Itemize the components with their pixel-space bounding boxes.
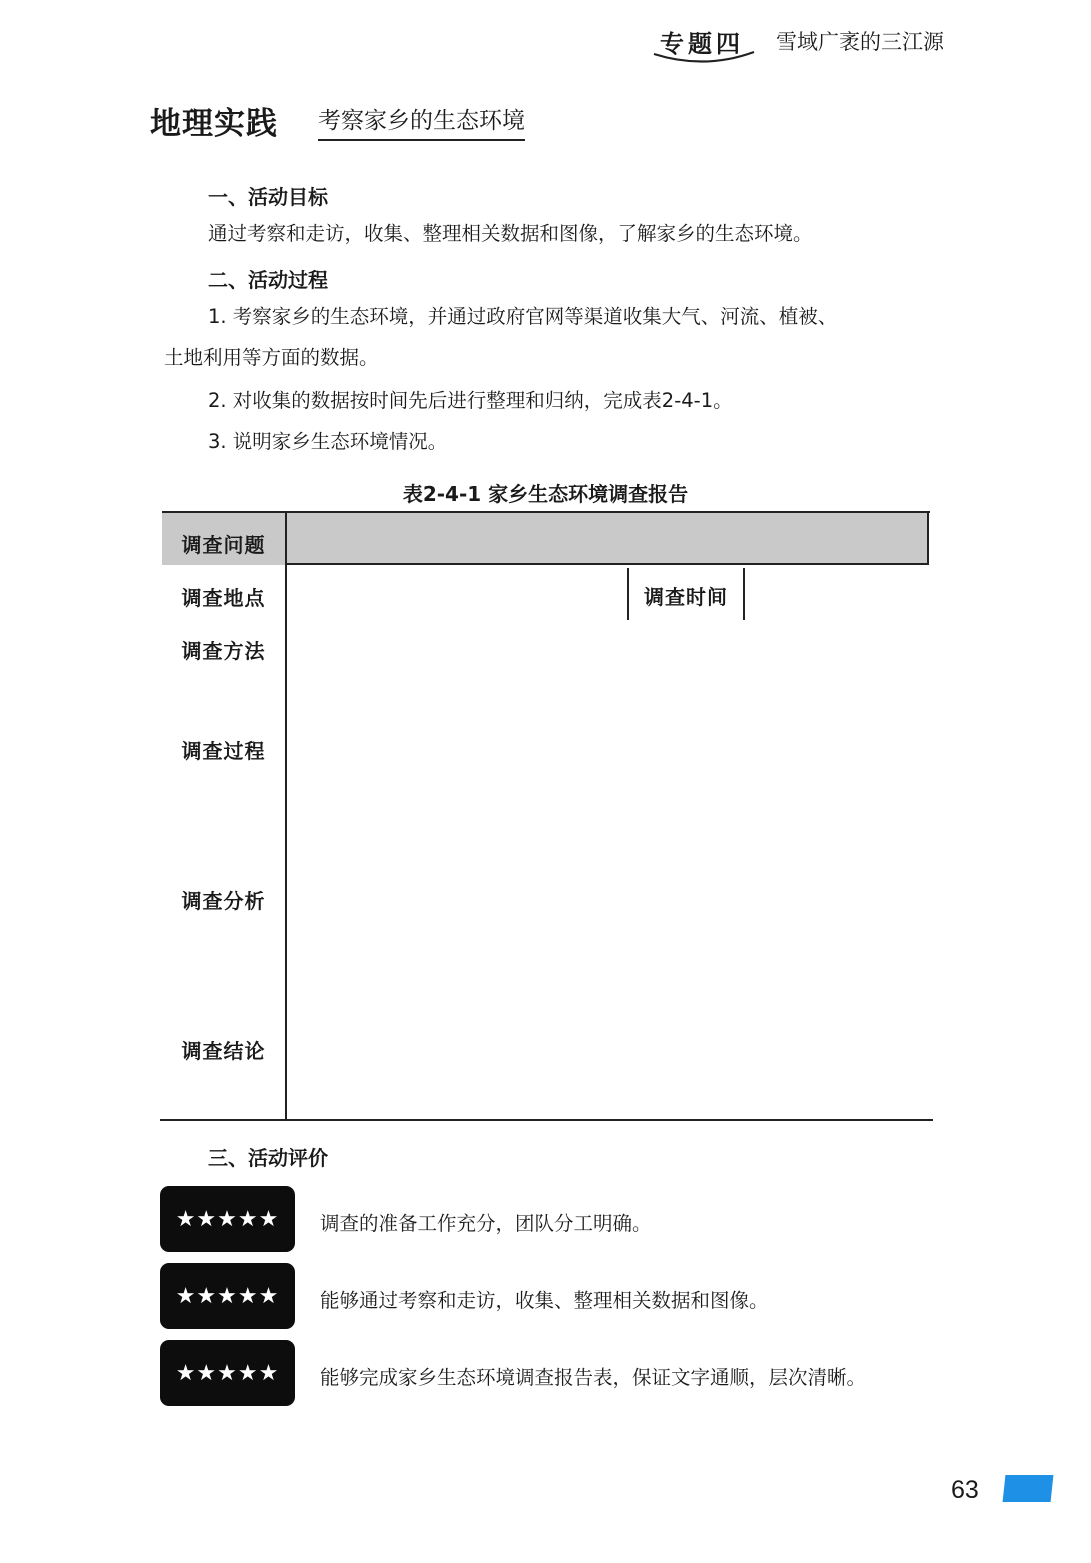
chapter-topic: 专题四 bbox=[660, 30, 744, 58]
section-badge: 地理实践 bbox=[150, 106, 278, 142]
row-label-location: 调查地点 bbox=[181, 586, 266, 610]
rating-badge: ★★★★★ bbox=[160, 1186, 295, 1252]
step1-line1: 1. 考察家乡的生态环境，并通过政府官网等渠道收集大气、河流、植被、 bbox=[208, 305, 838, 328]
time-label: 调查时间 bbox=[644, 585, 728, 609]
goal-heading: 一、活动目标 bbox=[208, 185, 328, 209]
rating-badge: ★★★★★ bbox=[160, 1263, 295, 1329]
table-header-bottom-border bbox=[286, 563, 929, 565]
rating-badge: ★★★★★ bbox=[160, 1340, 295, 1406]
evaluation-item-text: 能够通过考察和走访，收集、整理相关数据和图像。 bbox=[320, 1289, 769, 1312]
section-title: 考察家乡的生态环境 bbox=[318, 102, 525, 141]
step2-text: 2. 对收集的数据按时间先后进行整理和归纳，完成表2-4-1。 bbox=[208, 389, 733, 412]
row-label-analysis: 调查分析 bbox=[181, 889, 266, 913]
step1-line2: 土地利用等方面的数据。 bbox=[164, 346, 379, 369]
table-bottom-border bbox=[160, 1119, 933, 1121]
process-heading: 二、活动过程 bbox=[208, 268, 328, 292]
table-caption: 表2-4-1 家乡生态环境调查报告 bbox=[402, 482, 689, 506]
table-top-border bbox=[162, 511, 930, 513]
evaluation-item-text: 能够完成家乡生态环境调查报告表，保证文字通顺，层次清晰。 bbox=[320, 1366, 867, 1389]
topic-underline-swoosh bbox=[650, 48, 760, 68]
row-label-conclusion: 调查结论 bbox=[181, 1039, 266, 1063]
chapter-title: 雪域广袤的三江源 bbox=[776, 30, 944, 54]
table-right-border bbox=[927, 511, 929, 565]
page-number: 63 bbox=[951, 1476, 979, 1504]
goal-text: 通过考察和走访，收集、整理相关数据和图像，了解家乡的生态环境。 bbox=[208, 222, 813, 245]
table-column-divider bbox=[285, 513, 287, 1121]
evaluation-heading: 三、活动评价 bbox=[208, 1146, 328, 1170]
row-label-method: 调查方法 bbox=[181, 639, 266, 663]
row-label-process: 调查过程 bbox=[181, 739, 266, 763]
page-corner-tab bbox=[1003, 1475, 1054, 1502]
time-cell-right-border bbox=[743, 568, 745, 620]
step3-text: 3. 说明家乡生态环境情况。 bbox=[208, 430, 448, 453]
evaluation-item-text: 调查的准备工作充分，团队分工明确。 bbox=[320, 1212, 652, 1235]
row-label-question: 调查问题 bbox=[181, 533, 266, 557]
